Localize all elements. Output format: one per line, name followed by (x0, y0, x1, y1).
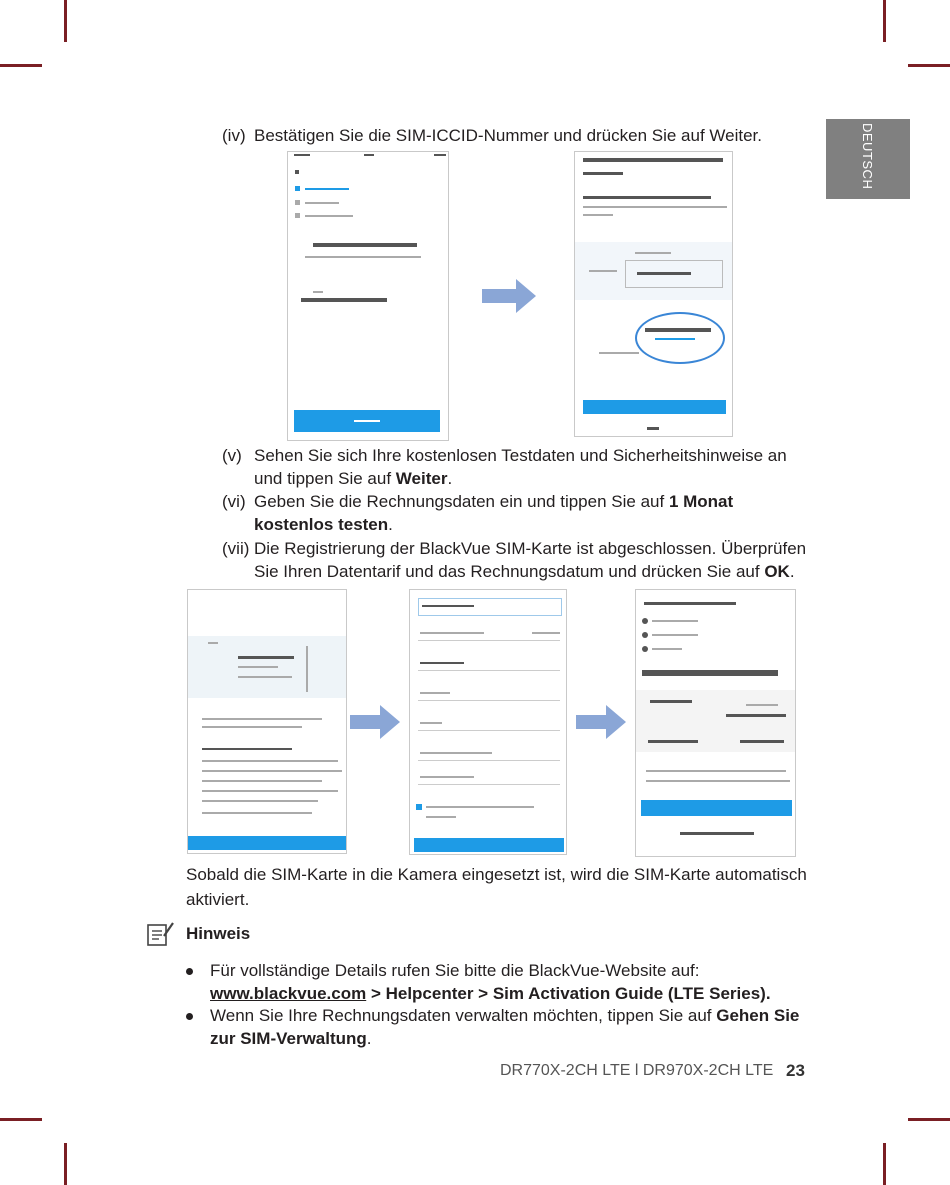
right-arrow-icon (350, 705, 400, 739)
crop-mark (883, 1143, 886, 1185)
crop-mark (883, 0, 886, 42)
step-number: (v) (222, 446, 242, 465)
crop-mark (64, 0, 67, 42)
app-screenshot-free-trial (187, 589, 347, 854)
app-screenshot-billing (409, 589, 567, 855)
app-screenshot-iccid (287, 151, 449, 441)
app-screenshot-trial-info (574, 151, 733, 437)
crop-mark (0, 1118, 42, 1121)
crop-mark (0, 64, 42, 67)
step-number: (vi) (222, 492, 246, 511)
activation-paragraph: Sobald die SIM-Karte in die Kamera eingesetzt ist, wird die SIM-Karte automatisch aktiviert. (186, 865, 807, 909)
crop-mark (64, 1143, 67, 1185)
website-link[interactable]: www.blackvue.com (210, 984, 367, 1003)
page-number: 23 (786, 1061, 805, 1080)
footer-model: DR770X-2CH LTE l DR970X-2CH LTE (500, 1062, 774, 1079)
crop-mark (908, 64, 950, 67)
right-arrow-icon (482, 279, 536, 313)
step-text: Sehen Sie sich Ihre kostenlosen Testdaten und Sicherheitshinweise an und tippen Sie auf Weiter. (254, 446, 787, 488)
step-text: Bestätigen Sie die SIM-ICCID-Nummer und drücken Sie auf Weiter. (254, 126, 763, 145)
bullet-dot (186, 1013, 193, 1020)
note-pencil-icon (146, 920, 176, 948)
language-tab: DEUTSCH (826, 119, 910, 199)
right-arrow-icon (576, 705, 626, 739)
step-number: (vii) (222, 539, 250, 558)
bullet-dot (186, 968, 193, 975)
app-screenshot-registration-complete (635, 589, 796, 857)
crop-mark (908, 1118, 950, 1121)
bullet-text: Wenn Sie Ihre Rechnungsdaten verwalten möchten, tippen Sie auf Gehen Sie zur SIM-Verwaltung. (210, 1006, 800, 1048)
step-number: (iv) (222, 126, 246, 145)
step-text: Geben Sie die Rechnungsdaten ein und tippen Sie auf 1 Monat kostenlos testen. (254, 492, 734, 534)
bullet-text: Für vollständige Details rufen Sie bitte die BlackVue-Website auf: www.blackvue.com > Helpcenter > Sim Activation Guide (LTE Series). (210, 961, 771, 1003)
step-text: Die Registrierung der BlackVue SIM-Karte ist abgeschlossen. Überprüfen Sie Ihren Datentarif und das Rechnungsdatum und drücken Sie auf OK. (254, 539, 807, 581)
note-title: Hinweis (186, 924, 251, 943)
